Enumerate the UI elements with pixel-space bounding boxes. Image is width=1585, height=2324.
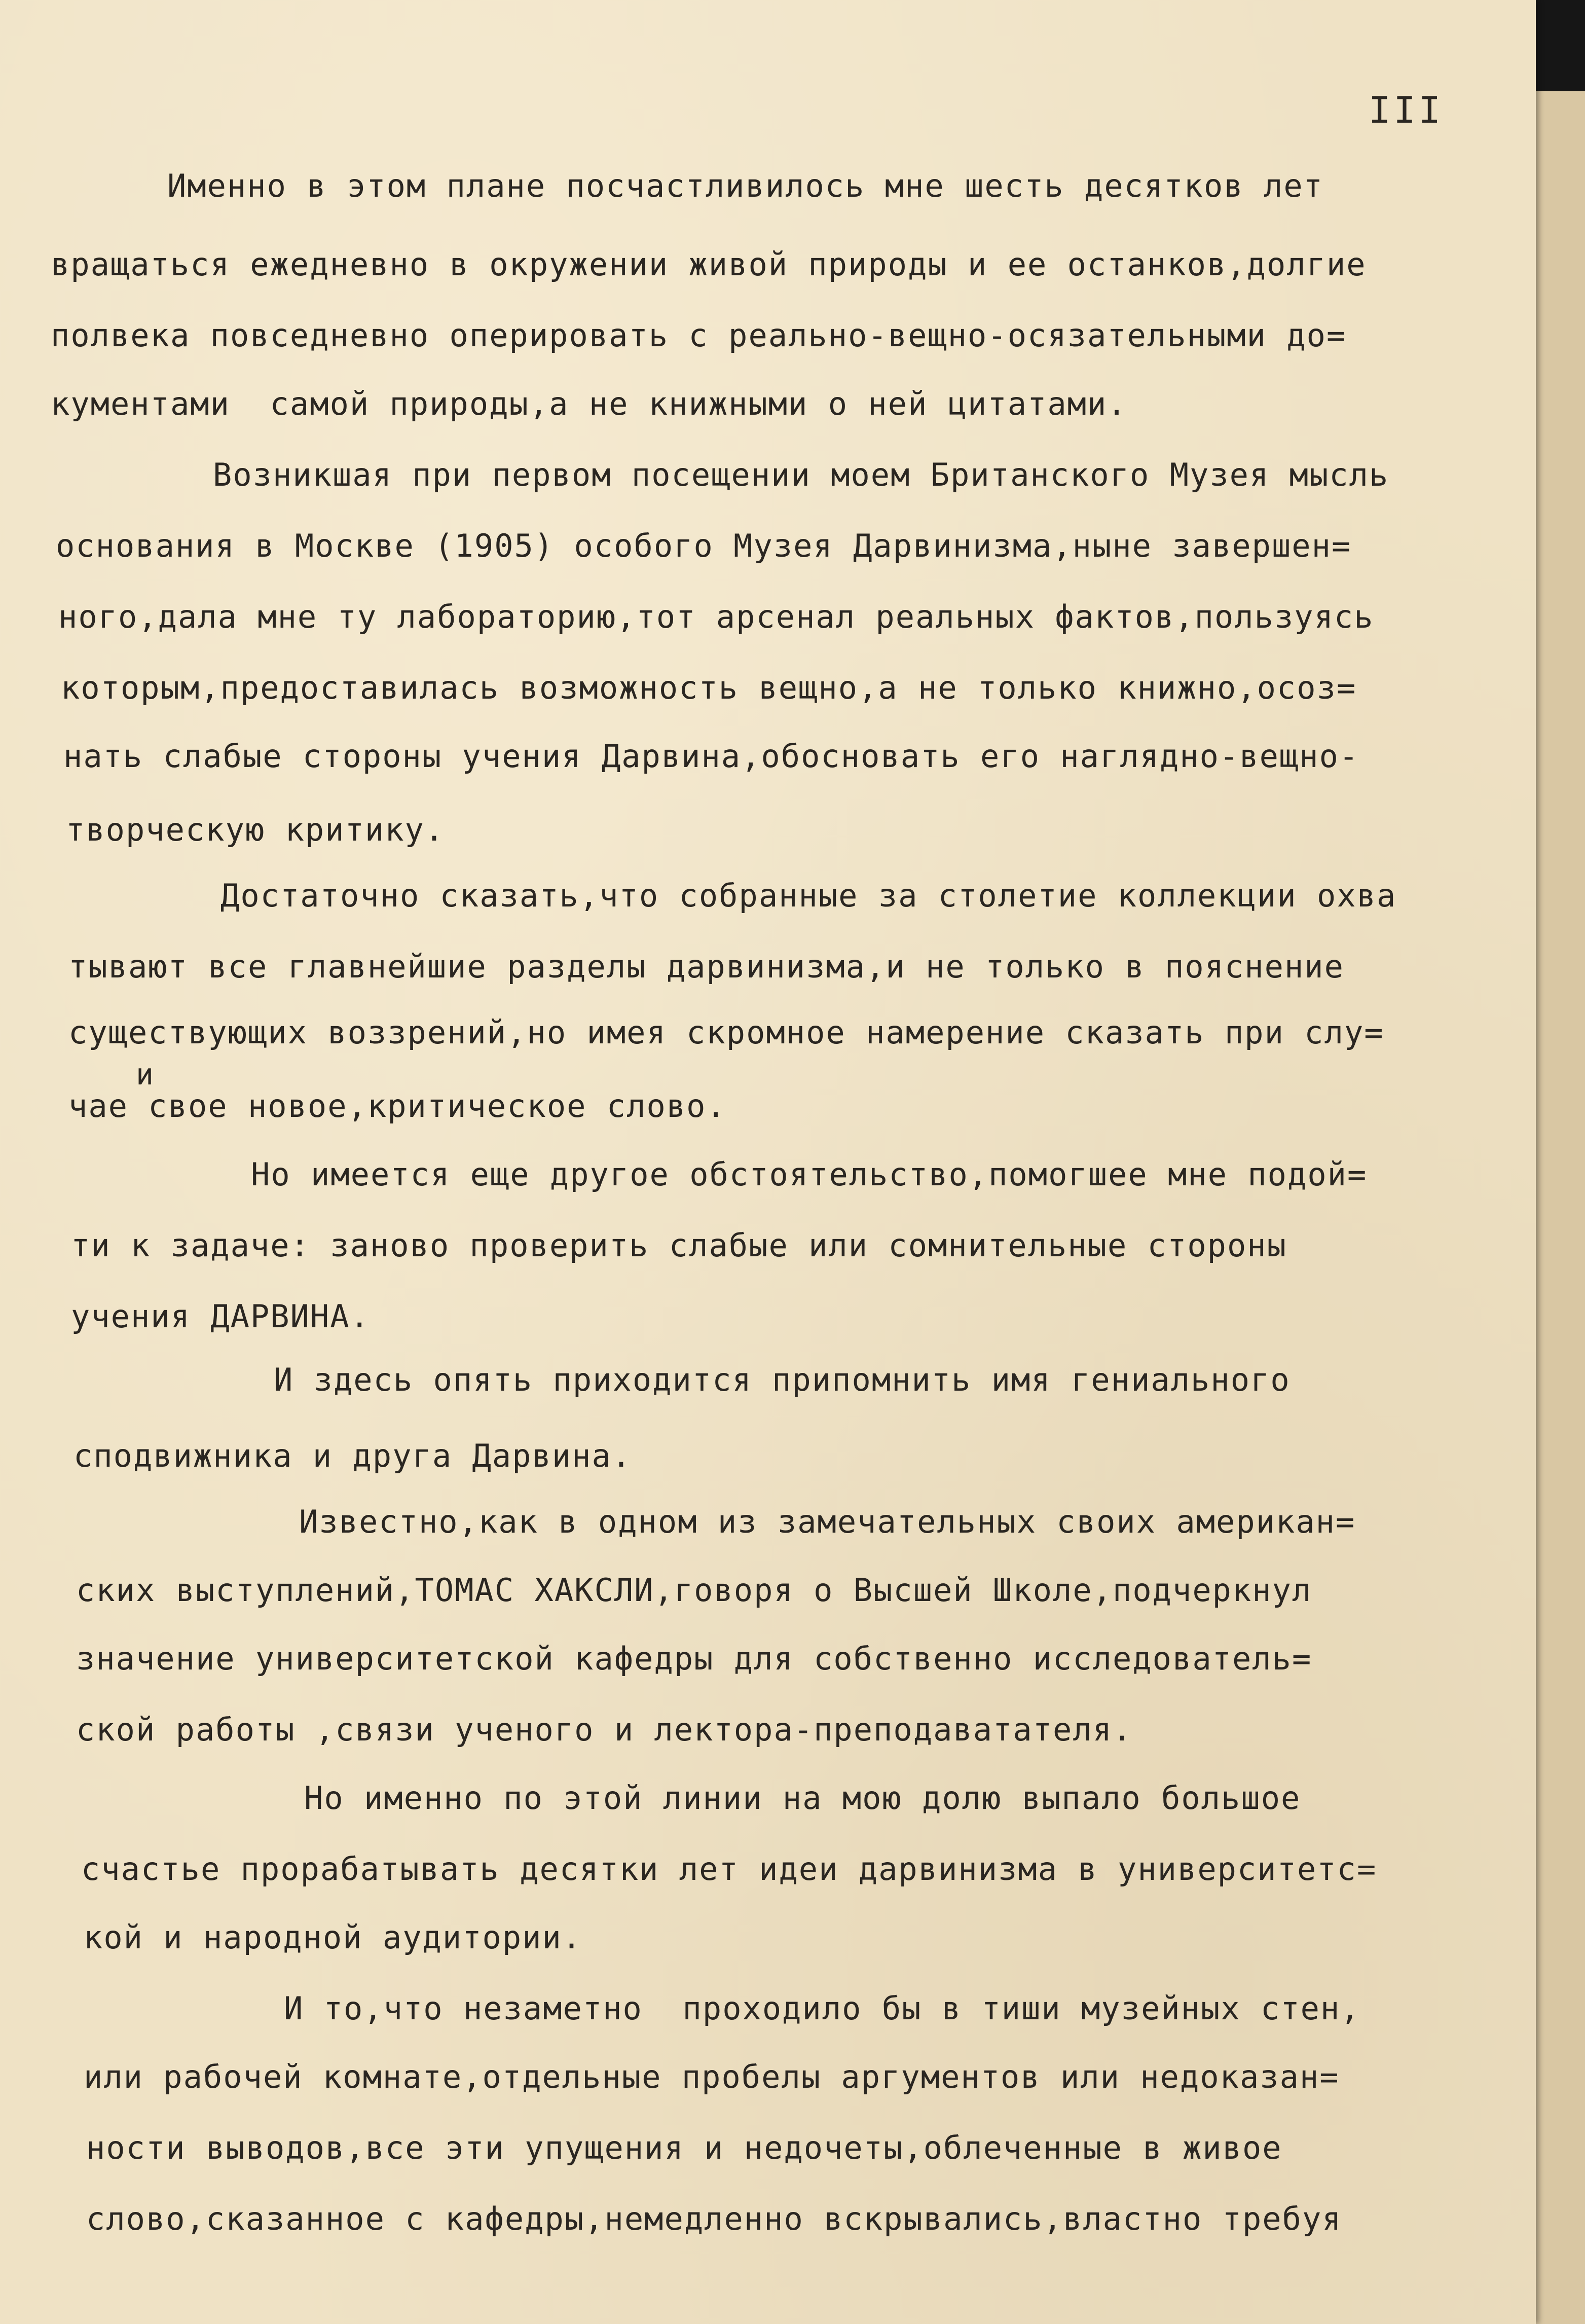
text-line: Именно в этом плане посчастливилось мне шесть десятков лет — [167, 167, 1323, 204]
text-line: которым,предоставилась возможность вещно,а не только книжно,осоз= — [61, 669, 1357, 706]
text-line: или рабочей комнате,отдельные пробелы аргументов или недоказан= — [84, 2058, 1340, 2095]
text-line: кументами самой природы,а не книжными о ней цитатами. — [51, 385, 1127, 422]
text-line: учения ДАРВИНА. — [71, 1298, 370, 1335]
interlinear-insert: и — [136, 1057, 154, 1092]
text-line: слово,сказанное с кафедры,немедленно вскрывались,властно требуя — [86, 2200, 1342, 2237]
text-line: полвека повседневно оперировать с реально-вещно-осязательными до= — [51, 317, 1347, 354]
text-line: Но имеется еще другое обстоятельство,помогшее мне подой= — [251, 1156, 1368, 1193]
text-line: творческую критику. — [66, 811, 445, 848]
text-line: кой и народной аудитории. — [84, 1919, 582, 1956]
text-line: нать слабые стороны учения Дарвина,обосновать его наглядно-вещно- — [63, 738, 1359, 775]
text-line: ской работы ,связи ученого и лектора-преподаватателя. — [76, 1711, 1133, 1748]
text-line: Достаточно сказать,что собранные за столетие коллекции охва — [220, 877, 1397, 914]
text-line: сподвижника и друга Дарвина. — [73, 1437, 632, 1474]
text-line: И здесь опять приходится припомнить имя гениального — [274, 1361, 1291, 1398]
text-line: ного,дала мне ту лабораторию,тот арсенал реальных фактов,пользуясь — [58, 598, 1374, 635]
text-line: Но именно по этой линии на мою долю выпало большое — [304, 1780, 1301, 1817]
text-line: счастье прорабатывать десятки лет идеи дарвинизма в университетс= — [81, 1850, 1377, 1887]
text-line: вращаться ежедневно в окружении живой природы и ее останков,долгие — [51, 246, 1367, 283]
text-line: существующих воззрений,но имея скромное намерение сказать при слу= — [68, 1014, 1384, 1051]
text-line: чае свое новое,критическое слово. — [68, 1087, 726, 1124]
page-number: III — [1369, 89, 1444, 131]
text-line: И то,что незаметно проходило бы в тиши музейных стен, — [284, 1990, 1360, 2027]
text-line: ности выводов,все эти упущения и недочеты,облеченные в живое — [86, 2129, 1282, 2166]
text-line: основания в Москве (1905) особого Музея Дарвинизма,ныне завершен= — [56, 527, 1352, 564]
text-line: ских выступлений,ТОМАС ХАКСЛИ,говоря о Высшей Школе,подчеркнул — [76, 1572, 1312, 1609]
text-line: тывают все главнейшие разделы дарвинизма,и не только в пояснение — [68, 948, 1344, 985]
text-line: Возникшая при первом посещении моем Британского Музея мысль — [213, 456, 1389, 493]
text-line: ти к задаче: заново проверить слабые или сомнительные стороны — [71, 1227, 1287, 1264]
text-line: значение университетской кафедры для собственно исследователь= — [76, 1640, 1312, 1677]
text-line: Известно,как в одном из замечательных своих американ= — [299, 1503, 1356, 1540]
